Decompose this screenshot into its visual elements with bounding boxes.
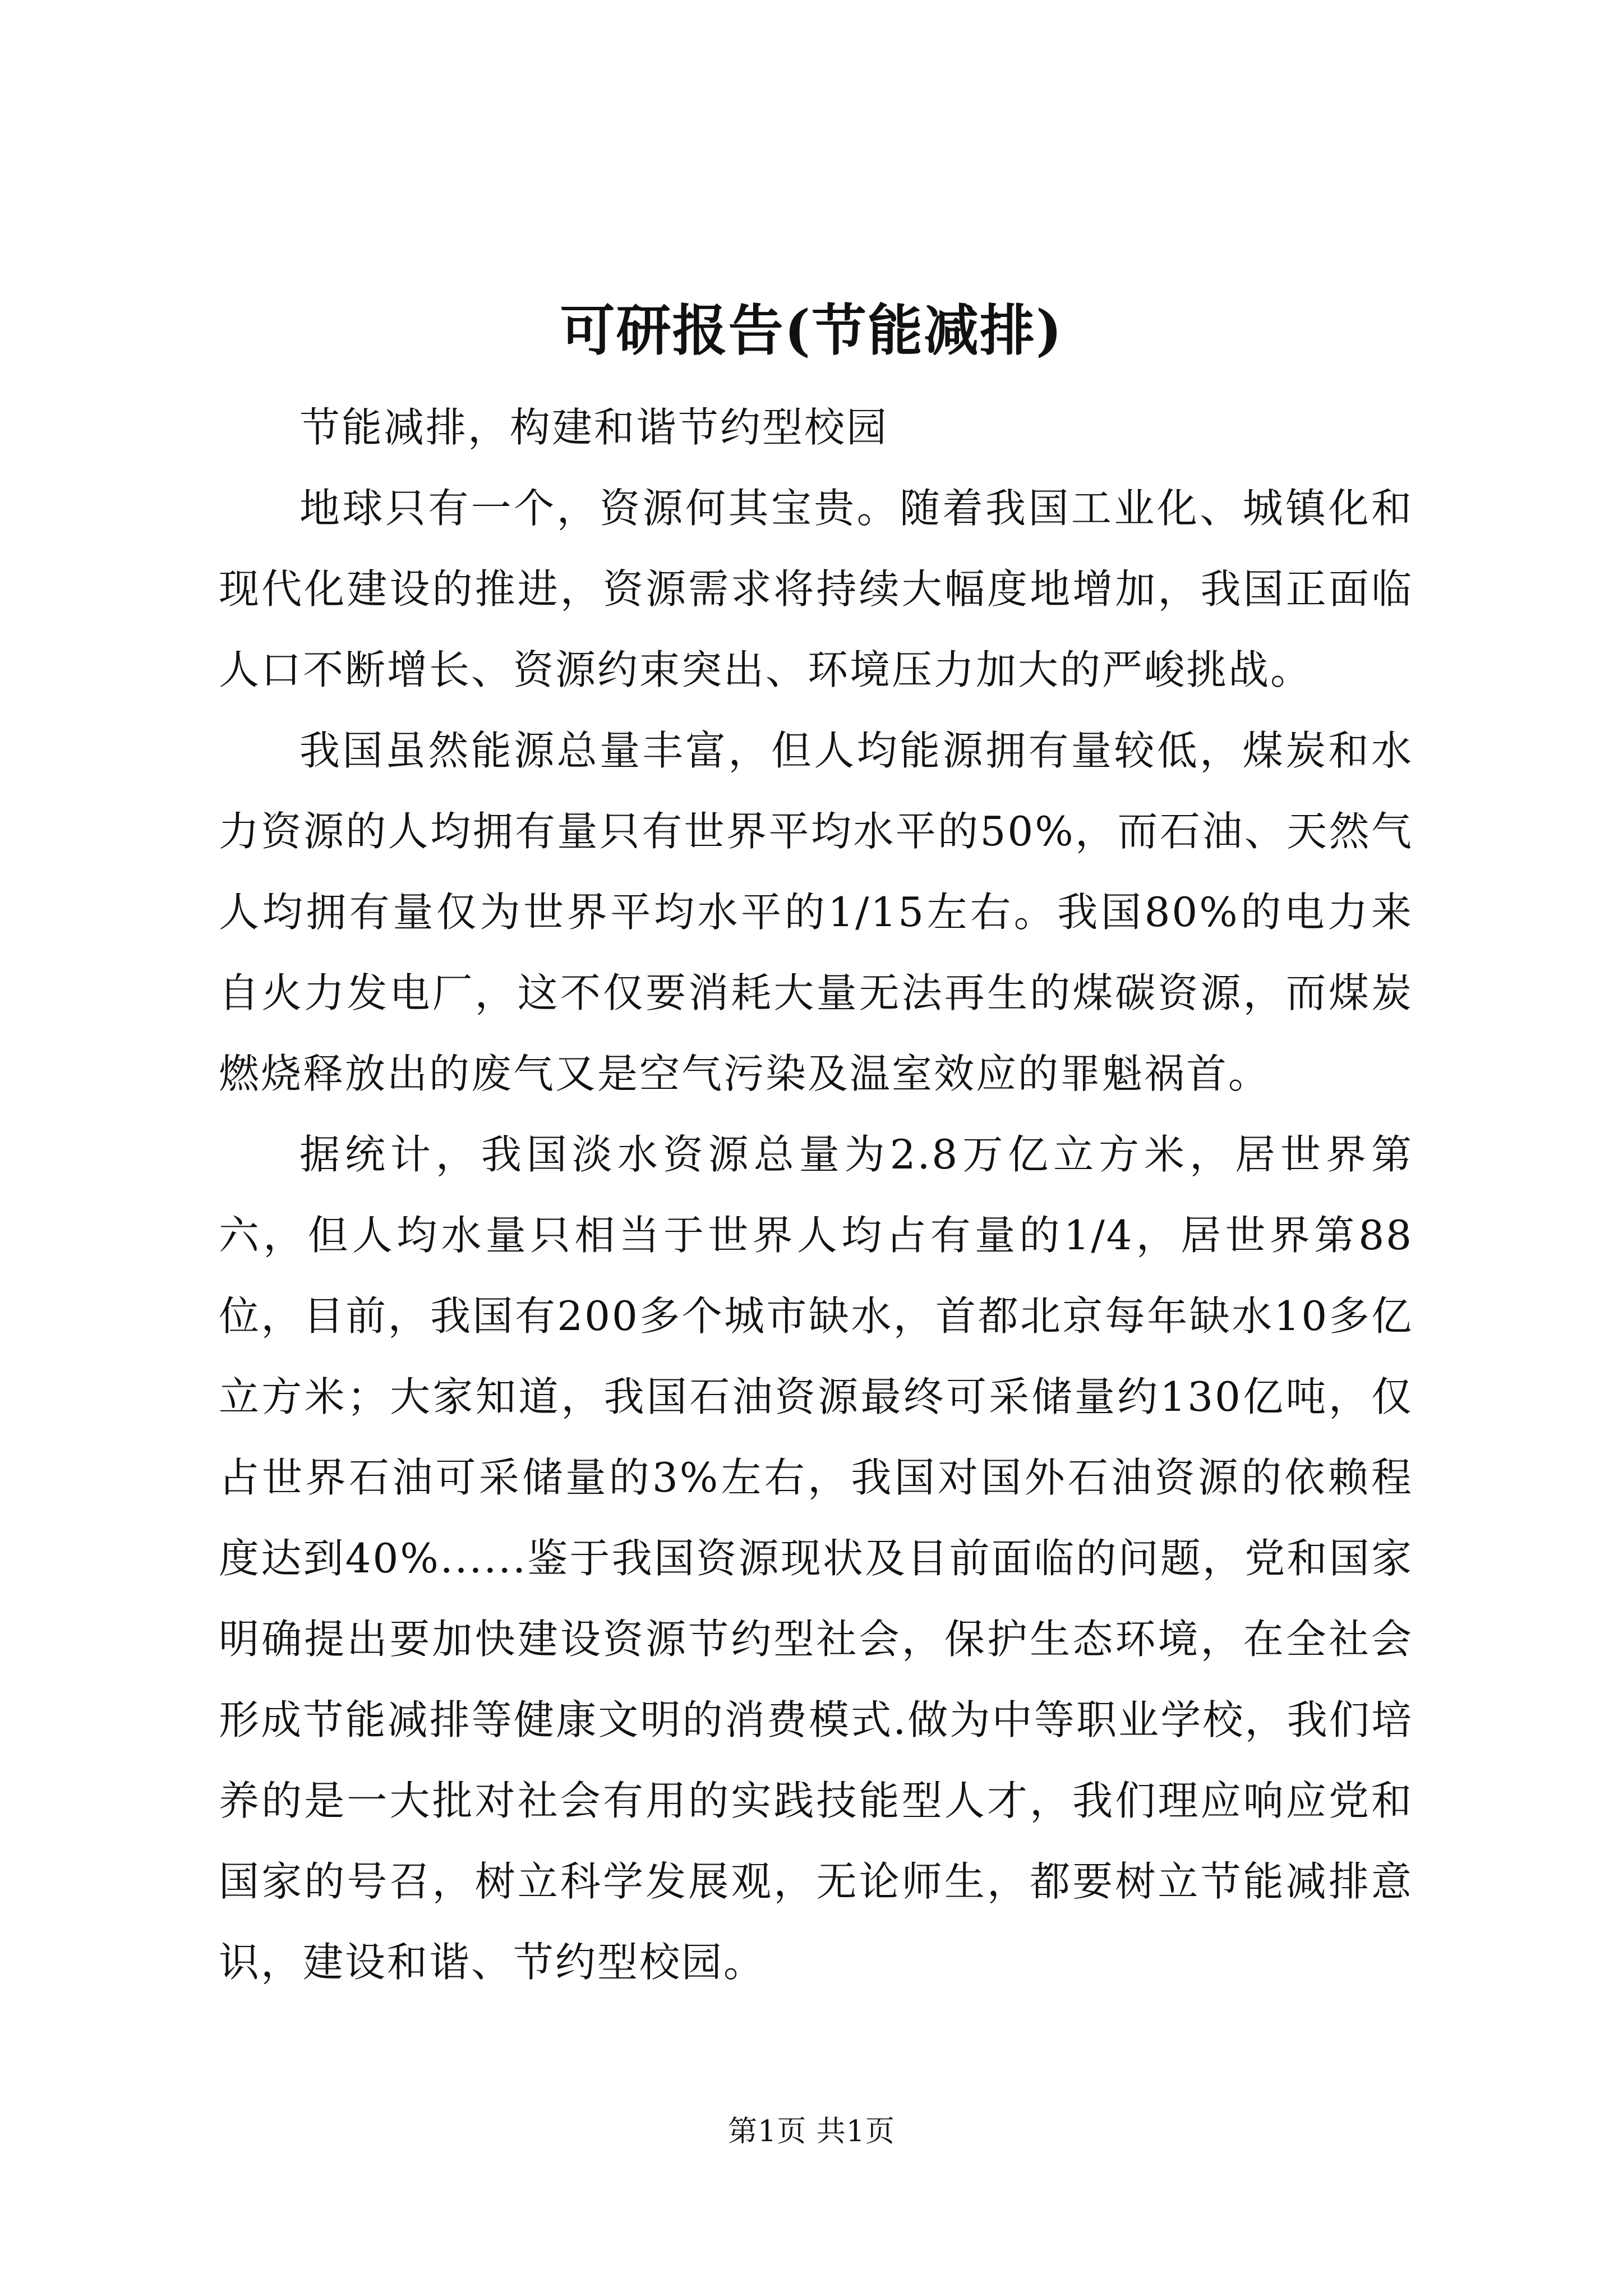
document-body [219,387,1413,2003]
subtitle-paragraph: 节能减排，构建和谐节约型校园 [299,404,889,451]
document-title: 可研报告(节能减排) [560,298,1063,363]
page-footer: 第1页 共1页 [728,2115,895,2148]
body-paragraph-3: 据统计，我国淡水资源总量为2.8万亿立方米，居世界第六，但人均水量只相当于世界人均占有量的1/4，居世界第88位，目前，我国有200多个城市缺水，首都北京每年缺水10多亿立方米；大家知道，我国石油资源最终可采储量约130亿吨，仅占世界石油可采储量的3%左右，我国对国外石油资源的依赖程度达到40%......鉴于我国资源现状及目前面临的问题，党和国家明确提出要加快建设资源节约型社会，保护生态环境，在全社会形成节能减排等健康文明的消费模式.做为中等职业学校，我们培养的是一大批对社会有用的实践技能型人才，我们理应响应党和国家的号召，树立科学发展观，无论师生，都要树立节能减排意识，建设和谐、节约型校园。 [219,1131,1413,1986]
body-paragraph-2: 我国虽然能源总量丰富，但人均能源拥有量较低，煤炭和水力资源的人均拥有量只有世界平均水平的50%，而石油、天然气人均拥有量仅为世界平均水平的1/15左右。我国80%的电力来自火力发电厂，这不仅要消耗大量无法再生的煤碳资源，而煤炭燃烧释放出的废气又是空气污染及温室效应的罪魁祸首。 [219,727,1413,1097]
body-paragraph-1: 地球只有一个，资源何其宝贵。随着我国工业化、城镇化和现代化建设的推进，资源需求将持续大幅度地增加，我国正面临人口不断增长、资源约束突出、环境压力加大的严峻挑战。 [219,485,1413,693]
